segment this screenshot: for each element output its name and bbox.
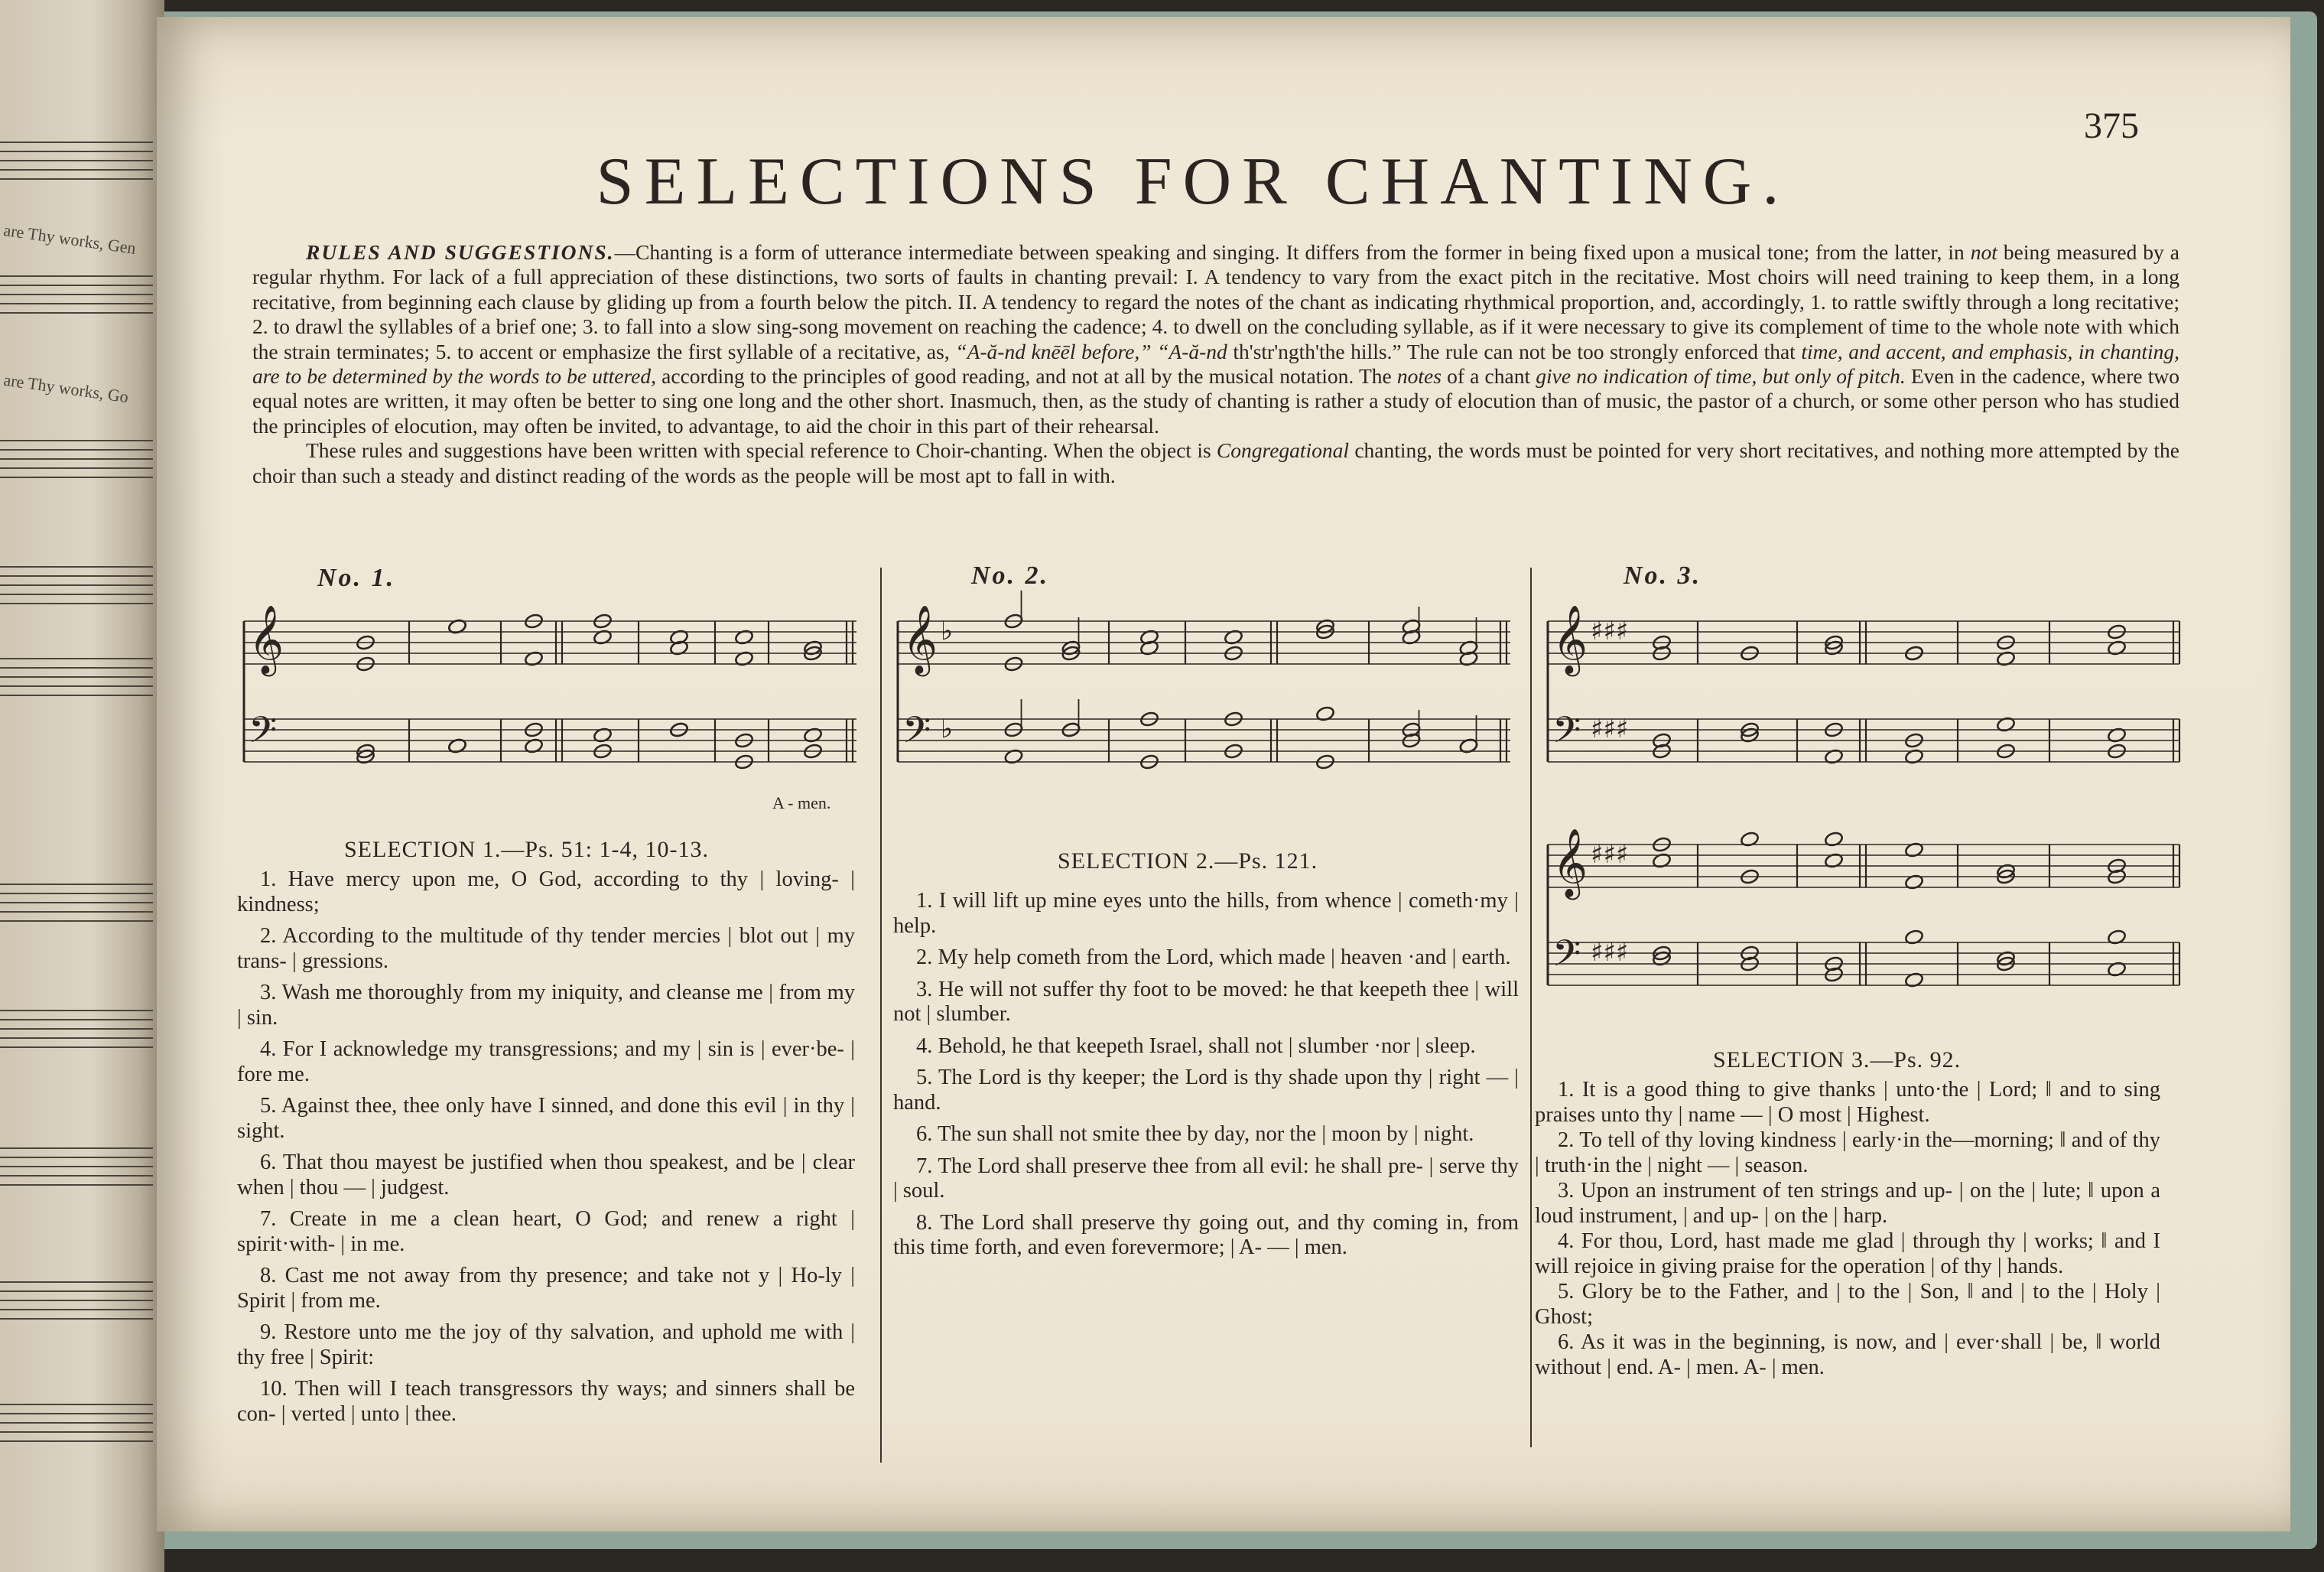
verse: 1. I will lift up mine eyes unto the hills, from whence | cometh·my | help.: [893, 889, 1519, 938]
chant-2-music: [895, 606, 1514, 805]
left-staff: [0, 142, 153, 187]
key-signature-icon: ♭: [941, 714, 954, 744]
selection-heading: SELECTION 3.—Ps. 92.: [1713, 1047, 1962, 1072]
verse: 5. Glory be to the Father, and | to the | Son, ‖ and | to the | Holy | Ghost;: [1535, 1280, 2160, 1329]
book-page: [157, 17, 2290, 1531]
verse: 3. Wash me thoroughly from my iniquity, and cleanse me | from my | sin.: [237, 981, 855, 1030]
rules-text-run: —Chanting is a form of utterance intermediate between speaking and singing. It differs from the former in being fixed upon a musical tone; from the latter, in: [614, 240, 1971, 264]
verse: 6. The sun shall not smite thee by day, nor the | moon by | night.: [916, 1122, 1474, 1146]
left-staff: [0, 566, 153, 612]
treble-clef-icon: 𝄞: [1552, 605, 1588, 674]
left-staff: [0, 1010, 153, 1056]
page-title: SELECTIONS FOR CHANTING.: [596, 145, 1790, 219]
verse: 8. The Lord shall preserve thy going out, and thy coming in, from this time forth, and even forevermore; | A- — | men.: [893, 1210, 1519, 1259]
verse: 2. According to the multitude of thy tender mercies | blot out | my trans- | gressions.: [237, 924, 855, 973]
bass-clef-icon: 𝄢: [1552, 708, 1581, 760]
selection-1-verses: [237, 867, 855, 1434]
treble-clef-icon: 𝄞: [249, 605, 284, 674]
rules-example: “A-ă-nd knēēl before,”: [955, 339, 1152, 363]
treble-clef-icon: 𝄞: [1552, 828, 1588, 897]
rules-emphasis: Congregational: [1216, 438, 1350, 463]
rules-emphasis: notes: [1396, 364, 1442, 389]
left-staff: [0, 275, 153, 321]
key-signature-icon: ♯♯♯: [1591, 937, 1629, 968]
bass-clef-icon: 𝄢: [1552, 932, 1581, 984]
chant-3-music-part-2: [1545, 829, 2183, 1028]
key-signature-icon: ♯♯♯: [1591, 616, 1629, 646]
amen-lyric: A - men.: [772, 793, 831, 812]
page-number: 375: [2084, 106, 2139, 146]
verse: 5. The Lord is thy keeper; the Lord is thy shade upon thy | right — | hand.: [893, 1066, 1519, 1115]
verse: 4. For thou, Lord, hast made me glad | through thy | works; ‖ and I will rejoice in giving praise for the operation | of thy | hands.: [1535, 1229, 2160, 1278]
rules-paragraph-2: [252, 438, 2179, 488]
bass-clef-icon: 𝄢: [249, 708, 278, 760]
selection-heading: SELECTION 1.—Ps. 51: 1-4, 10-13.: [344, 837, 709, 862]
left-lyric: are Thy works, Gen: [2, 220, 138, 259]
left-lyric: are Thy works, Go: [2, 369, 130, 407]
chant-3-music-part-1: [1545, 606, 2183, 805]
verse: 5. Against thee, thee only have I sinned, and done this evil | in thy | sight.: [237, 1094, 855, 1143]
verse: 2. To tell of thy loving kindness | early·in the—morning; ‖ and of thy | truth·in the | night — | season.: [1535, 1128, 2160, 1177]
verse: 3. Upon an instrument of ten strings and up- | on the | lute; ‖ upon a loud instrument, | and up- | on the | harp.: [1535, 1179, 2160, 1228]
chant-label: No. 1.: [317, 564, 396, 592]
left-staff: [0, 1404, 153, 1450]
rules-text-run: Even in the cadence, where two equal notes are written, it may often be better to sing one long and the other short. Inasmuch, then, as the study of chanting is rather a study of elocution than of music, the pastor of a church, or some other person who has studied the principles of elocution, may often be invited, to advantage, to aid the choir in this part of their rehearsal.: [252, 364, 2180, 438]
left-page-edge: [0, 0, 164, 1572]
verse: 1. Have mercy upon me, O God, according to thy | loving- | kindness;: [237, 867, 855, 916]
left-staff: [0, 1147, 153, 1193]
verse: 4. For I acknowledge my transgressions; and my | sin is | ever·be- | fore me.: [237, 1037, 855, 1086]
verse: 8. Cast me not away from thy presence; and take not y | Ho-ly | Spirit | from me.: [237, 1264, 855, 1313]
selection-heading: SELECTION 2.—Ps. 121.: [1058, 848, 1318, 874]
verse: 7. Create in me a clean heart, O God; and renew a right | spirit·with- | in me.: [237, 1207, 855, 1256]
left-staff: [0, 658, 153, 704]
selection-2-verses: [893, 889, 1519, 1268]
verse: 6. That thou mayest be justified when thou speakest, and be | clear when | thou — | judgest.: [237, 1151, 855, 1199]
treble-clef-icon: 𝄞: [902, 605, 938, 674]
rules-text-run: These rules and suggestions have been written with special reference to Choir-chanting. When the object is: [306, 438, 1217, 463]
left-staff: [0, 884, 153, 929]
column-divider: [1530, 568, 1532, 1447]
selection-3-verses: [1535, 1078, 2160, 1381]
rules-text-run: of a chant: [1441, 364, 1536, 389]
key-signature-icon: ♭: [941, 616, 954, 646]
verse: 6. As it was in the beginning, is now, and | ever·shall | be, ‖ world without | end. A- | men. A- | men.: [1535, 1330, 2160, 1379]
rules-text-run: according to the principles of good reading, and not at all by the musical notation. The: [656, 364, 1397, 389]
key-signature-icon: ♯♯♯: [1591, 714, 1629, 744]
chant-label: No. 2.: [971, 561, 1050, 590]
verse: 7. The Lord shall preserve thee from all evil: he shall pre- | serve thy | soul.: [893, 1154, 1519, 1203]
key-signature-icon: ♯♯♯: [1591, 839, 1629, 870]
verse: 4. Behold, he that keepeth Israel, shall not | slumber ·nor | sleep.: [916, 1033, 1476, 1058]
bass-clef-icon: 𝄢: [902, 708, 931, 760]
left-staff: [0, 440, 153, 486]
verse: 2. My help cometh from the Lord, which made | heaven ·and | earth.: [916, 945, 1511, 969]
rules-emphasis: give no indication of time, but only of pitch.: [1536, 364, 1906, 389]
rules-emphasis: not: [1970, 240, 1997, 264]
chant-label: No. 3.: [1624, 561, 1702, 590]
rules-heading: RULES AND SUGGESTIONS.: [306, 240, 615, 264]
rules-text-run: being measured by a regular rhythm. For lack of a full appreciation of these distinctions, two sorts of faults in chanting prevail: I. A tendency to vary from the exact pitch in the recitative. Most choirs will need training to keep them, in a long recitative, from beginning each clause by gliding up from a fourth below the pitch. II. A tendency to regard the notes of the chant as indicating rhythmical proportion, and, accordingly, 1. to rattle swiftly through a long recitative; 2. to drawl the syllables of a brief one; 3. to fall into a slow sing-song movement on reaching the cadence; 4. to dwell on the concluding syllable, as if it were necessary to give its complement of time to the whole note with which the strain terminates; 5. to accent or emphasize the first syllable of a recitative, as,: [252, 240, 2179, 363]
left-staff: [0, 1281, 153, 1327]
rules-emphasis: time, and accent, and emphasis, in chanting, are to be determined by the words to be uttered,: [252, 339, 2179, 389]
verse: 9. Restore unto me the joy of thy salvation, and uphold me with | thy free | Spirit:: [237, 1320, 855, 1369]
rules-text-run: chanting, the words must be pointed for very short recitatives, and nothing more attempted by the choir than such a steady and distinct reading of the words as the people will be most apt to fall in with.: [252, 438, 2179, 487]
rules-text: [252, 240, 2179, 488]
rules-text-run: th'str'ngth'the hills.” The rule can not be too strongly enforced that: [1227, 339, 1802, 363]
rules-paragraph-1: [252, 240, 2179, 438]
rules-example: “A-ă-nd: [1151, 339, 1227, 363]
chant-1-music: [241, 606, 860, 805]
verse: 1. It is a good thing to give thanks | unto·the | Lord; ‖ and to sing praises unto thy | name — | O most | Highest.: [1535, 1078, 2160, 1127]
column-divider: [880, 568, 882, 1463]
verse: 3. He will not suffer thy foot to be moved: he that keepeth thee | will not | slumber.: [893, 977, 1519, 1026]
verse: 10. Then will I teach transgressors thy ways; and sinners shall be con- | verted | unto | thee.: [237, 1377, 855, 1426]
